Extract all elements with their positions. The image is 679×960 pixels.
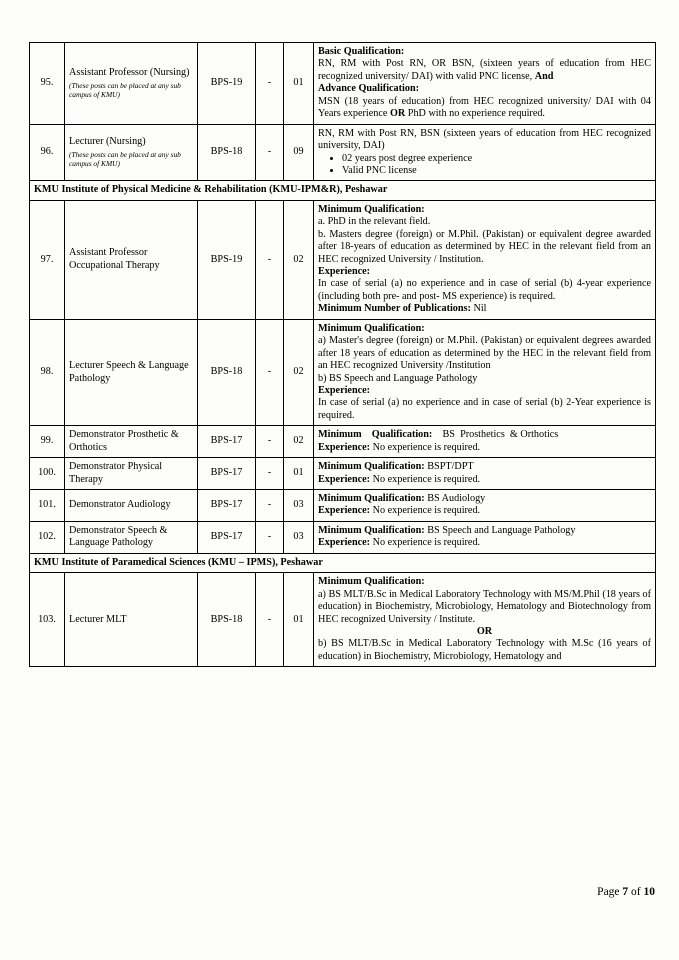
serial-number: 97. <box>30 200 65 319</box>
serial-number: 96. <box>30 124 65 181</box>
post-name: Assistant Professor Occupational Therapy <box>69 247 160 271</box>
number-of-posts: 02 <box>284 426 314 458</box>
pay-scale: BPS-17 <box>198 426 256 458</box>
job-table-container <box>29 42 655 667</box>
table-section-row <box>30 181 656 200</box>
qualification-cell: Minimum Qualification: BS Speech and Language Pathology Experience: No experience is required. <box>314 521 656 553</box>
post-name: Lecturer Speech & Language Pathology <box>69 360 189 384</box>
pay-scale: BPS-17 <box>198 490 256 522</box>
job-table-body <box>30 43 656 667</box>
qualification-cell: Minimum Qualification: a) Master's degree (foreign) or M.Phil. (Pakistan) or equivalent degrees awarded after 18 years of education as determined by the HEC in the relevant field from an HEC recognized University /Institution b) BS Speech and Language Pathology Experience: In case of serial (a) no experience and in case of serial (b) 2-Year experience is required. <box>314 319 656 426</box>
number-of-posts: 02 <box>284 319 314 426</box>
qualification-cell: Minimum Qualification: BS Prosthetics & Orthotics Experience: No experience is required. <box>314 426 656 458</box>
qualification-cell: Minimum Qualification: BS Audiology Experience: No experience is required. <box>314 490 656 522</box>
section-heading: KMU Institute of Paramedical Sciences (KMU – IPMS), Peshawar <box>30 553 656 572</box>
post-name-cell <box>65 458 198 490</box>
post-name-cell <box>65 490 198 522</box>
number-of-posts: 03 <box>284 490 314 522</box>
post-name: Lecturer MLT <box>69 613 127 625</box>
number-of-posts: 01 <box>284 573 314 667</box>
serial-number: 102. <box>30 521 65 553</box>
quota-cell: - <box>256 458 284 490</box>
serial-number: 98. <box>30 319 65 426</box>
pay-scale: BPS-19 <box>198 200 256 319</box>
pay-scale: BPS-17 <box>198 458 256 490</box>
number-of-posts: 03 <box>284 521 314 553</box>
qualification-cell: Minimum Qualification: a) BS MLT/B.Sc in Medical Laboratory Technology with MS/M.Phil (18 years of education) in Biochemistry, Microbiology, Hematology and Biotechnology from HEC recognized University / Institute. OR b) BS MLT/B.Sc in Medical Laboratory Technology with M.Sc (16 years of education) in Biochemistry, Microbiology, Hematology and <box>314 573 656 667</box>
footer-page-number: 7 <box>622 886 629 898</box>
footer-total-pages: 10 <box>643 886 655 898</box>
table-row <box>30 521 656 553</box>
quota-cell: - <box>256 319 284 426</box>
table-row <box>30 319 656 426</box>
pay-scale: BPS-18 <box>198 124 256 181</box>
qualification-cell: Minimum Qualification: BSPT/DPT Experience: No experience is required. <box>314 458 656 490</box>
quota-cell: - <box>256 490 284 522</box>
post-name: Demonstrator Physical Therapy <box>69 461 163 485</box>
quota-cell: - <box>256 200 284 319</box>
footer-page-label: Page <box>597 886 620 898</box>
post-name: Lecturer (Nursing) <box>69 136 146 148</box>
quota-cell: - <box>256 521 284 553</box>
post-name-cell <box>65 200 198 319</box>
table-row <box>30 124 656 181</box>
pay-scale: BPS-18 <box>198 573 256 667</box>
table-row <box>30 573 656 667</box>
page-footer <box>597 886 655 898</box>
number-of-posts: 01 <box>284 43 314 125</box>
post-placement-note: (These posts can be placed at any sub campus of KMU) <box>69 80 181 99</box>
qualification-cell: RN, RM with Post RN, BSN (sixteen years of education from HEC recognized university, DAI) • 02 years post degree experience • Valid PNC license <box>314 124 656 181</box>
serial-number: 95. <box>30 43 65 125</box>
table-row <box>30 43 656 125</box>
post-name: Assistant Professor (Nursing) <box>69 67 190 79</box>
table-row <box>30 200 656 319</box>
quota-cell: - <box>256 43 284 125</box>
qualification-cell: Basic Qualification: RN, RM with Post RN, OR BSN, (sixteen years of education from HEC recognized university/ DAI) with valid PNC license, And Advance Qualification: MSN (18 years of education) from HEC recognized university/ DAI with 04 Years experience OR PhD with no experience required. <box>314 43 656 125</box>
job-listing-table <box>29 42 656 667</box>
number-of-posts: 02 <box>284 200 314 319</box>
post-name-cell <box>65 43 198 125</box>
pay-scale: BPS-18 <box>198 319 256 426</box>
quota-cell: - <box>256 426 284 458</box>
section-heading: KMU Institute of Physical Medicine & Rehabilitation (KMU-IPM&R), Peshawar <box>30 181 656 200</box>
table-section-row <box>30 553 656 572</box>
pay-scale: BPS-19 <box>198 43 256 125</box>
serial-number: 101. <box>30 490 65 522</box>
post-name-cell <box>65 319 198 426</box>
post-name-cell <box>65 426 198 458</box>
serial-number: 99. <box>30 426 65 458</box>
footer-of-label: of <box>631 886 641 898</box>
table-row <box>30 426 656 458</box>
post-placement-note: (These posts can be placed at any sub campus of KMU) <box>69 149 181 168</box>
post-name-cell <box>65 573 198 667</box>
table-row <box>30 458 656 490</box>
serial-number: 103. <box>30 573 65 667</box>
number-of-posts: 01 <box>284 458 314 490</box>
serial-number: 100. <box>30 458 65 490</box>
post-name: Demonstrator Audiology <box>69 499 171 511</box>
post-name: Demonstrator Speech & Language Pathology <box>69 524 168 549</box>
pay-scale: BPS-17 <box>198 521 256 553</box>
qualification-cell: Minimum Qualification: a. PhD in the relevant field. b. Masters degree (foreign) or M.Phil. (Pakistan) or equivalent degree awarded after 18-years of education as determined by HEC in the relevant field from an HEC recognized University / Institution. Experience: In case of serial (a) no experience and in case of serial (b) 4-year experience (including both pre- and post- MS experience) is required. Minimum Number of Publications: Nil <box>314 200 656 319</box>
post-name-cell <box>65 521 198 553</box>
post-name: Demonstrator Prosthetic & Orthotics <box>69 429 179 453</box>
quota-cell: - <box>256 124 284 181</box>
table-row <box>30 490 656 522</box>
quota-cell: - <box>256 573 284 667</box>
post-name-cell <box>65 124 198 181</box>
number-of-posts: 09 <box>284 124 314 181</box>
